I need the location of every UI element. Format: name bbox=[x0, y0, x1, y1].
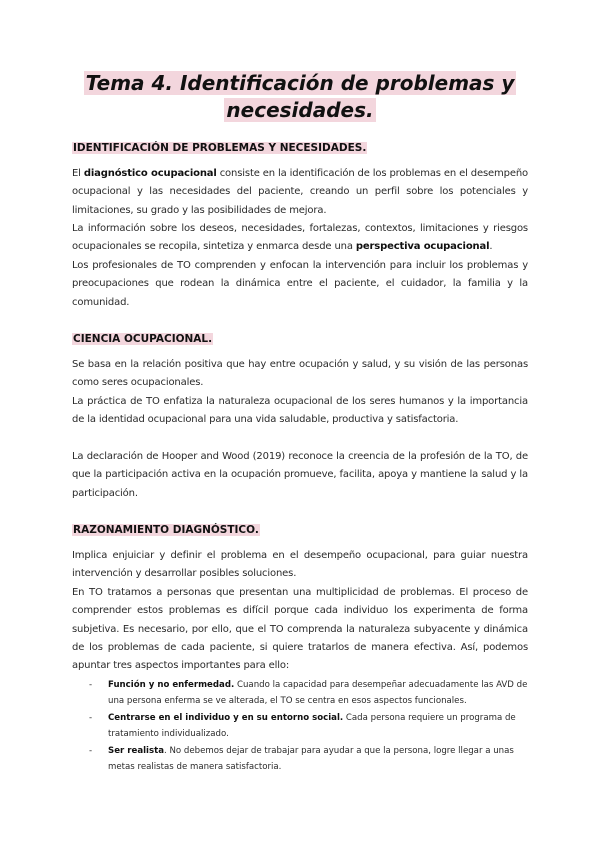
paragraph: Se basa en la relación positiva que hay entre ocupación y salud, y su visión de las personas como seres ocupacionales. bbox=[72, 359, 528, 389]
bold-term: Función y no enfermedad. bbox=[108, 680, 235, 690]
list-item: - Centrarse en el individuo y en su entorno social. Cada persona requiere un programa de tratamiento individualizado. bbox=[89, 710, 529, 743]
section-heading: RAZONAMIENTO DIAGNÓSTICO. bbox=[73, 524, 259, 536]
bold-term: Centrarse en el individuo y en su entorno social. bbox=[108, 712, 344, 723]
dash-marker: - bbox=[89, 712, 93, 723]
page-title-text: Tema 4. Identificación de problemas y necesidades. bbox=[85, 71, 515, 122]
paragraph: Los profesionales de TO comprenden y enfocan la intervención para incluir los problemas y preocupaciones que rodean la dinámica entre el paciente, el cuidador, la familia y la comunidad. bbox=[72, 260, 528, 308]
paragraph: El diagnóstico ocupacional consiste en la identificación de los problemas en el desempeño ocupacional y las necesidades del paciente, creando un perfil sobre los potenciales y limitaciones, su grado y las posibilidades de mejora. bbox=[72, 168, 528, 216]
paragraph: Implica enjuiciar y definir el problema en el desempeño ocupacional, para guiar nuestra intervención y desarrollar posibles soluciones. bbox=[72, 550, 528, 580]
paragraph: En TO tratamos a personas que presentan una multiplicidad de problemas. El proceso de comprender estos problemas es difícil porque cada individuo los experimenta de forma subjetiva. Es necesario, por ello, que el TO comprenda la naturaleza subyacente y dinámica de los problemas de cada paciente, si quiere tratarlos de manera efectiva. Así, podemos apuntar tres aspectos importantes para ello: bbox=[72, 587, 528, 672]
paragraph: La práctica de TO enfatiza la naturaleza ocupacional de los seres humanos y la importancia de la identidad ocupacional para una vida saludable, productiva y satisfactoria. bbox=[72, 396, 528, 426]
paragraph: La declaración de Hooper and Wood (2019) reconoce la creencia de la profesión de la TO, de que la participación activa en la ocupación promueve, facilita, apoya y mantiene la salud y la participación. bbox=[72, 451, 528, 499]
list-item: - Ser realista. No debemos dejar de trabajar para ayudar a que la persona, logre llegar a unas metas realistas de manera satisfactoria. bbox=[89, 743, 529, 776]
bold-term: diagnóstico ocupacional bbox=[83, 168, 217, 179]
section-heading: IDENTIFICACIÓN DE PROBLEMAS Y NECESIDADES. bbox=[73, 142, 367, 154]
section-heading: CIENCIA OCUPACIONAL. bbox=[73, 333, 213, 345]
bullet-list bbox=[89, 677, 529, 775]
dash-marker: - bbox=[89, 680, 93, 690]
dash-marker: - bbox=[89, 745, 93, 756]
paragraph: La información sobre los deseos, necesidades, fortalezas, contextos, limitaciones y riesgos ocupacionales se recopila, sintetiza y enmarca desde una perspectiva ocupacional. bbox=[72, 223, 528, 253]
page-title bbox=[60, 70, 540, 124]
bold-term: Ser realista bbox=[108, 745, 165, 756]
bold-term: perspectiva ocupacional bbox=[355, 241, 490, 253]
list-item: - Función y no enfermedad. Cuando la capacidad para desempeñar adecuadamente las AVD de una persona enferma se ve alterada, el TO se centra en esos aspectos funcionales. bbox=[89, 677, 529, 710]
